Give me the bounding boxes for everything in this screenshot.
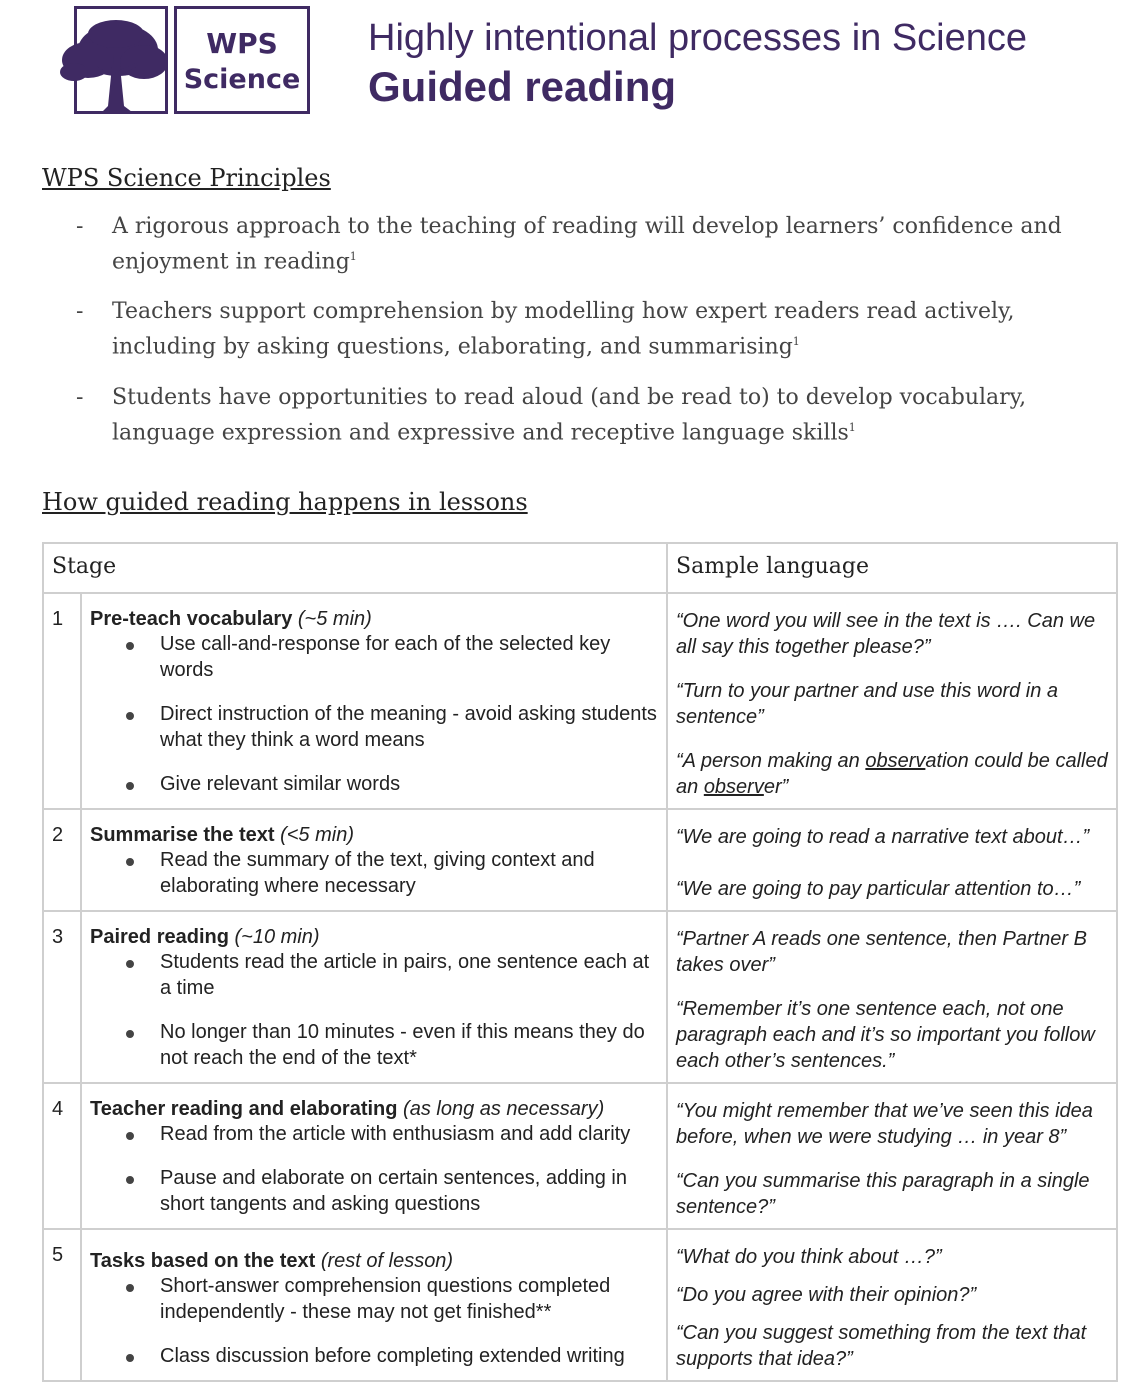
footnote-ref: 1 [792,335,800,349]
bullet-icon [126,1030,134,1038]
lessons-heading: How guided reading happens in lessons [42,488,528,516]
bullet-text: Give relevant similar words [160,773,401,795]
bullet-icon [126,858,134,866]
principles-list [42,212,1122,468]
list-item [90,1019,658,1071]
bullet-text: Short-answer comprehension questions completed independently - these may not get finished** [160,1275,611,1323]
quote-underline: observ [703,776,764,798]
stage-number: 3 [43,911,81,1083]
sample-quote: “You might remember that we’ve seen this idea before, when we were studying … in year 8” [676,1100,1093,1148]
table-header-row [43,543,1117,593]
stage-number: 2 [43,809,81,911]
stage-cell [81,593,667,809]
stage-title: Teacher reading and elaborating [90,1098,398,1120]
principle-item: - A rigorous approach to the teaching of reading will develop learners’ confidence and enjoyment in reading$^1$ [76,214,1062,275]
stage-title: Paired reading [90,926,229,948]
stage-duration: (rest of lesson) [320,1250,454,1272]
stage-cell [81,911,667,1083]
principle-item: - Students have opportunities to read aloud (and be read to) to develop vocabulary, language expression and expressive and receptive language skills$^1$ [76,384,1027,445]
list-item [90,1273,658,1325]
bullet-text: No longer than 10 minutes - even if this means they do not reach the end of the text* [160,1021,645,1069]
bullet-icon [126,712,134,720]
sample-quote: “One word you will see in the text is …. Can we all say this together please?” [676,610,1096,658]
list-item [90,847,658,899]
sample-quote: “Do you agree with their opinion?” [676,1284,977,1306]
bullet-icon [126,642,134,650]
sample-quote: “Can you suggest something from the text that supports that idea?” [676,1322,1087,1370]
stage-number: 1 [43,593,81,809]
stage-bullets [90,631,658,797]
table-row [43,1229,1117,1381]
title-main: Guided reading [368,63,677,110]
stage-number: 5 [43,1229,81,1381]
stage-duration: (~10 min) [234,926,320,948]
logo-line-1: WPS [206,27,278,60]
sample-quote: “What do you think about …?” [676,1246,942,1268]
language-cell [667,1083,1117,1229]
title-subtitle: Highly intentional processes in Science [368,17,1028,59]
bullet-text: Students read the article in pairs, one sentence each at a time [160,951,650,999]
sample-quote: “Partner A reads one sentence, then Partner B takes over” [676,928,1087,976]
language-cell [667,1229,1117,1381]
stage-bullets [90,847,658,899]
stage-cell [81,1083,667,1229]
bullet-icon [126,782,134,790]
quote-part: ation could be called an [676,750,1108,798]
stage-cell [81,1229,667,1381]
stage-number: 4 [43,1083,81,1229]
list-item [90,701,658,753]
wps-science-logo [56,4,314,120]
stage-duration: (as long as necessary) [403,1098,605,1120]
stage-title: Summarise the text [90,824,275,846]
principle-text: Students have opportunities to read aloud (and be read to) to develop vocabulary, language expression and expressive and receptive language skills [112,384,1027,445]
bullet-icon [126,1284,134,1292]
language-cell [667,911,1117,1083]
list-item [90,631,658,683]
sample-quote: “Remember it’s one sentence each, not one paragraph each and it’s so important you follow each other’s sentences.” [676,998,1095,1072]
sample-quote: “We are going to read a narrative text about…” [676,826,1090,848]
principle-text: A rigorous approach to the teaching of reading will develop learners’ confidence and enjoyment in reading [112,214,1062,275]
bullet-text: Read from the article with enthusiasm and add clarity [160,1123,631,1145]
bullet-text: Pause and elaborate on certain sentences, adding in short tangents and asking questions [160,1167,628,1215]
quote-part: “A person making an [676,750,866,772]
principle-item: - Teachers support comprehension by modelling how expert readers read actively, including by asking questions, elaborating, and summarising$^1$ [76,299,1015,360]
list-item [90,771,658,797]
footnote-ref: 1 [848,420,856,434]
list-item [90,949,658,1001]
list-item [90,1165,658,1217]
sample-quote [676,748,1108,800]
bullet-icon [126,1132,134,1140]
table-row [43,593,1117,809]
sample-quote: “Can you summarise this paragraph in a single sentence?” [676,1170,1090,1218]
sample-quote: “We are going to pay particular attention to…” [676,878,1081,900]
bullet-text: Read the summary of the text, giving context and elaborating where necessary [160,849,595,897]
stage-cell [81,809,667,911]
guided-reading-table [42,542,1118,1382]
list-item [90,1343,658,1369]
bullet-icon [126,960,134,968]
list-item [90,1121,658,1147]
quote-part: er” [763,776,789,798]
logo-line-2: Science [183,64,301,95]
stage-duration: (<5 min) [280,824,354,846]
language-cell [667,593,1117,809]
bullet-text: Use call-and-response for each of the selected key words [160,633,611,681]
stage-bullets [90,949,658,1071]
column-header-language: Sample language [667,543,1117,593]
principle-text: Teachers support comprehension by modelling how expert readers read actively, including by asking questions, elaborating, and summarising [112,299,1015,360]
stage-title: Tasks based on the text [90,1250,316,1272]
column-header-stage: Stage [43,543,667,593]
quote-underline: observ [865,750,926,772]
table-row [43,1083,1117,1229]
tree-icon [56,16,176,116]
table-row [43,809,1117,911]
bullet-icon [126,1176,134,1184]
bullet-text: Class discussion before completing extended writing [160,1345,625,1367]
stage-bullets [90,1273,658,1369]
table-row [43,911,1117,1083]
page-title [368,14,1027,112]
stage-bullets [90,1121,658,1217]
principles-heading: WPS Science Principles [42,164,331,192]
sample-quote: “Turn to your partner and use this word in a sentence” [676,680,1059,728]
stage-title: Pre-teach vocabulary [90,608,293,630]
bullet-text: Direct instruction of the meaning - avoid asking students what they think a word means [160,703,657,751]
stage-duration: (~5 min) [297,608,372,630]
bullet-icon [126,1354,134,1362]
language-cell [667,809,1117,911]
footnote-ref: 1 [349,250,357,263]
logo-wordmark [174,26,310,98]
